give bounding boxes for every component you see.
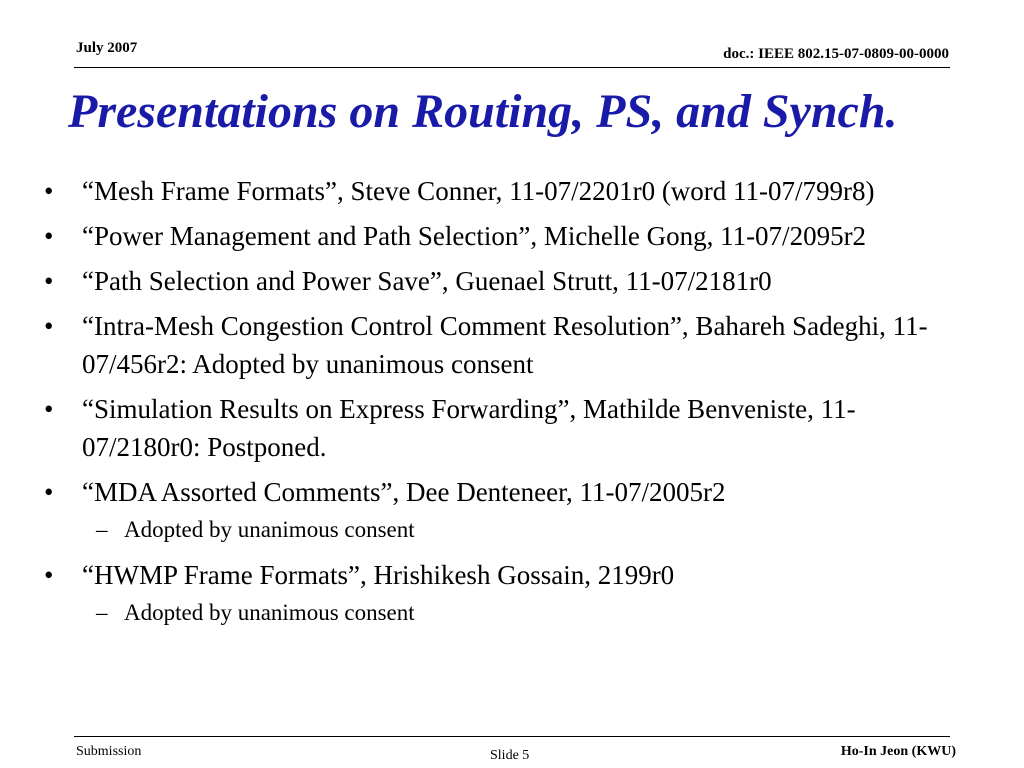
dash-icon: –	[96, 600, 108, 625]
bullet-item	[44, 172, 964, 210]
bullet-icon: •	[44, 311, 54, 341]
sub-bullet-text: Adopted by unanimous consent	[124, 517, 415, 542]
bullet-item	[44, 556, 964, 594]
footer-author: Ho-In Jeon (KWU)	[840, 744, 956, 759]
header-divider	[74, 67, 950, 68]
bullet-icon: •	[44, 176, 54, 206]
dash-icon: –	[96, 517, 108, 542]
bullet-icon: •	[44, 266, 54, 296]
sub-bullet-item	[44, 515, 964, 545]
bullet-item	[44, 307, 964, 383]
bullet-list	[44, 172, 964, 639]
header-date: July 2007	[76, 40, 138, 56]
sub-bullet-item	[44, 598, 964, 628]
bullet-text: “Power Management and Path Selection”, Michelle Gong, 11-07/2095r2	[82, 221, 867, 251]
slide-title: Presentations on Routing, PS, and Synch.	[68, 85, 898, 138]
bullet-text: “Path Selection and Power Save”, Guenael Strutt, 11-07/2181r0	[82, 266, 772, 296]
sub-bullet-text: Adopted by unanimous consent	[124, 600, 415, 625]
bullet-icon: •	[44, 221, 54, 251]
bullet-item	[44, 473, 964, 511]
bullet-text: “Intra-Mesh Congestion Control Comment Resolution”, Bahareh Sadeghi, 11-07/456r2: Adopted by unanimous consent	[82, 311, 928, 379]
bullet-text: “MDA Assorted Comments”, Dee Denteneer, 11-07/2005r2	[82, 477, 726, 507]
bullet-text: “HWMP Frame Formats”, Hrishikesh Gossain, 2199r0	[82, 560, 675, 590]
bullet-text: “Simulation Results on Express Forwarding”, Mathilde Benveniste, 11-07/2180r0: Postponed.	[82, 394, 856, 462]
footer-divider	[74, 736, 950, 737]
bullet-item	[44, 217, 964, 255]
slide-number: Slide 5	[490, 748, 530, 763]
bullet-text: “Mesh Frame Formats”, Steve Conner, 11-07/2201r0 (word 11-07/799r8)	[82, 176, 875, 206]
bullet-icon: •	[44, 477, 54, 507]
bullet-item	[44, 262, 964, 300]
bullet-icon: •	[44, 394, 54, 424]
header-doc-id: doc.: IEEE 802.15-07-0809-00-0000	[723, 46, 949, 62]
footer-submission: Submission	[76, 744, 142, 759]
bullet-item	[44, 390, 964, 466]
bullet-icon: •	[44, 560, 54, 590]
